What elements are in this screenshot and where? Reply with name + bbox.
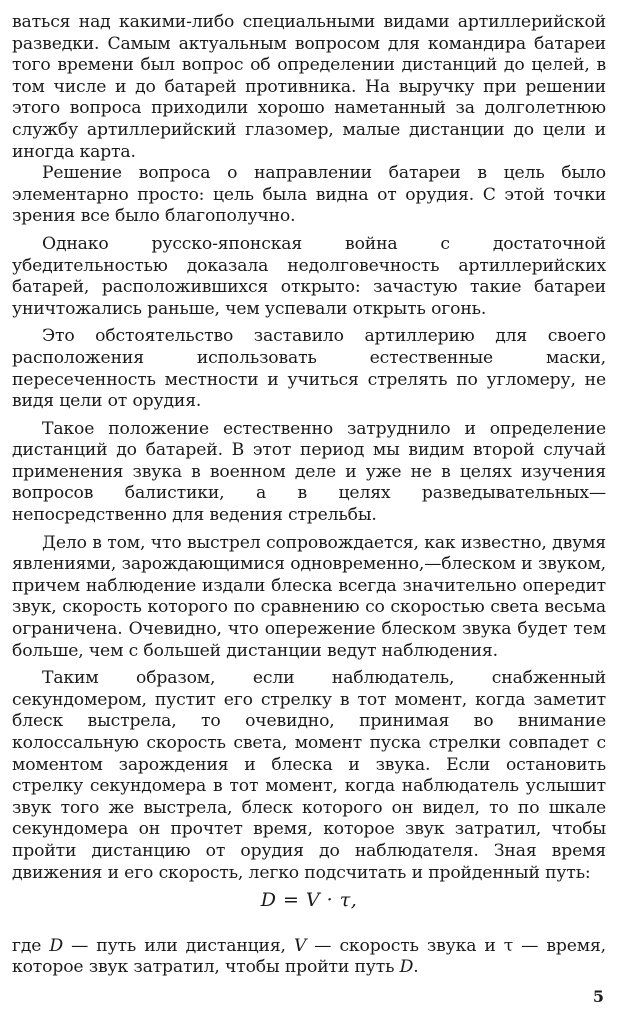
symbol-d-2: D bbox=[399, 957, 414, 978]
formula: D = V · τ, bbox=[260, 889, 358, 912]
paragraph-3: Однако русско-японская война с достаточной убедительностью доказала недолговечность артиллерийских батарей, расположившихся открыто: зачастую такие батареи уничтожались раньше, чем успевали открыть огонь. bbox=[12, 233, 606, 319]
explanation-part-3: — скорость звука и τ — время, которое звук затратил, чтобы пройти путь bbox=[12, 935, 606, 978]
paragraph-2: Решение вопроса о направлении батареи в цель было элементарно просто: цель была видна от орудия. С этой точки зрения все было благополучно. bbox=[12, 163, 606, 227]
paragraph-6: Дело в том, что выстрел сопровождается, как известно, двумя явлениями, зарождающимися одновременно,—блеском и звуком, причем наблюдение издали блеска всегда значительно опередит звук, скорость которого по сравнению со скоростью света весьма ограничена. Очевидно, что опережение блеском звука будет тем больше, чем с большей дистанции ведут наблюдения. bbox=[12, 532, 606, 661]
page-number: 5 bbox=[592, 987, 604, 1006]
paragraph-5: Такое положение естественно затруднило и определение дистанций до батарей. В этот период мы видим второй случай применения звука в военном деле и уже не в целях изучения вопросов балистики, а в целях разведывательных— непосредственно для ведения стрельбы. bbox=[12, 418, 606, 526]
symbol-d: D bbox=[49, 935, 64, 956]
symbol-v: V bbox=[293, 935, 307, 956]
paragraph-4: Это обстоятельство заставило артиллерию для своего расположения использовать естественные маски, пересеченность местности и учиться стрелять по угломеру, не видя цели от орудия. bbox=[12, 326, 606, 412]
explanation-part-2: — путь или дистанция, bbox=[63, 935, 294, 956]
main-text bbox=[12, 12, 606, 979]
explanation-part-4: . bbox=[413, 957, 419, 978]
paragraph-7: Таким образом, если наблюдатель, снабженный секундомером, пустит его стрелку в тот момент, когда заметит блеск выстрела, то очевидно, принимая во внимание колоссальную скорость света, момент пуска стрелки совпадет с моментом зарождения и блеска и звука. Если остановить стрелку секундомера в тот момент, когда наблюдатель услышит звук того же выстрела, блеск которого он видел, то по шкале секундомера он прочтет время, которое звук затратил, чтобы пройти дистанцию от орудия до наблюдателя. Зная время движения и его скорость, легко подсчитать и пройденный путь: bbox=[12, 668, 606, 883]
formula-explanation bbox=[12, 936, 606, 979]
explanation-part-1: где bbox=[12, 935, 50, 956]
paragraph-1: ваться над какими-либо специальными видами артиллерийской разведки. Самым актуальным вопросом для командира батареи того времени был вопрос об определении дистанций до целей, в том числе и до батарей противника. На выручку при решении этого вопроса приходили хорошо наметанный за долголетнюю службу артиллерийский глазомер, малые дистанции до цели и иногда карта. bbox=[12, 12, 606, 162]
